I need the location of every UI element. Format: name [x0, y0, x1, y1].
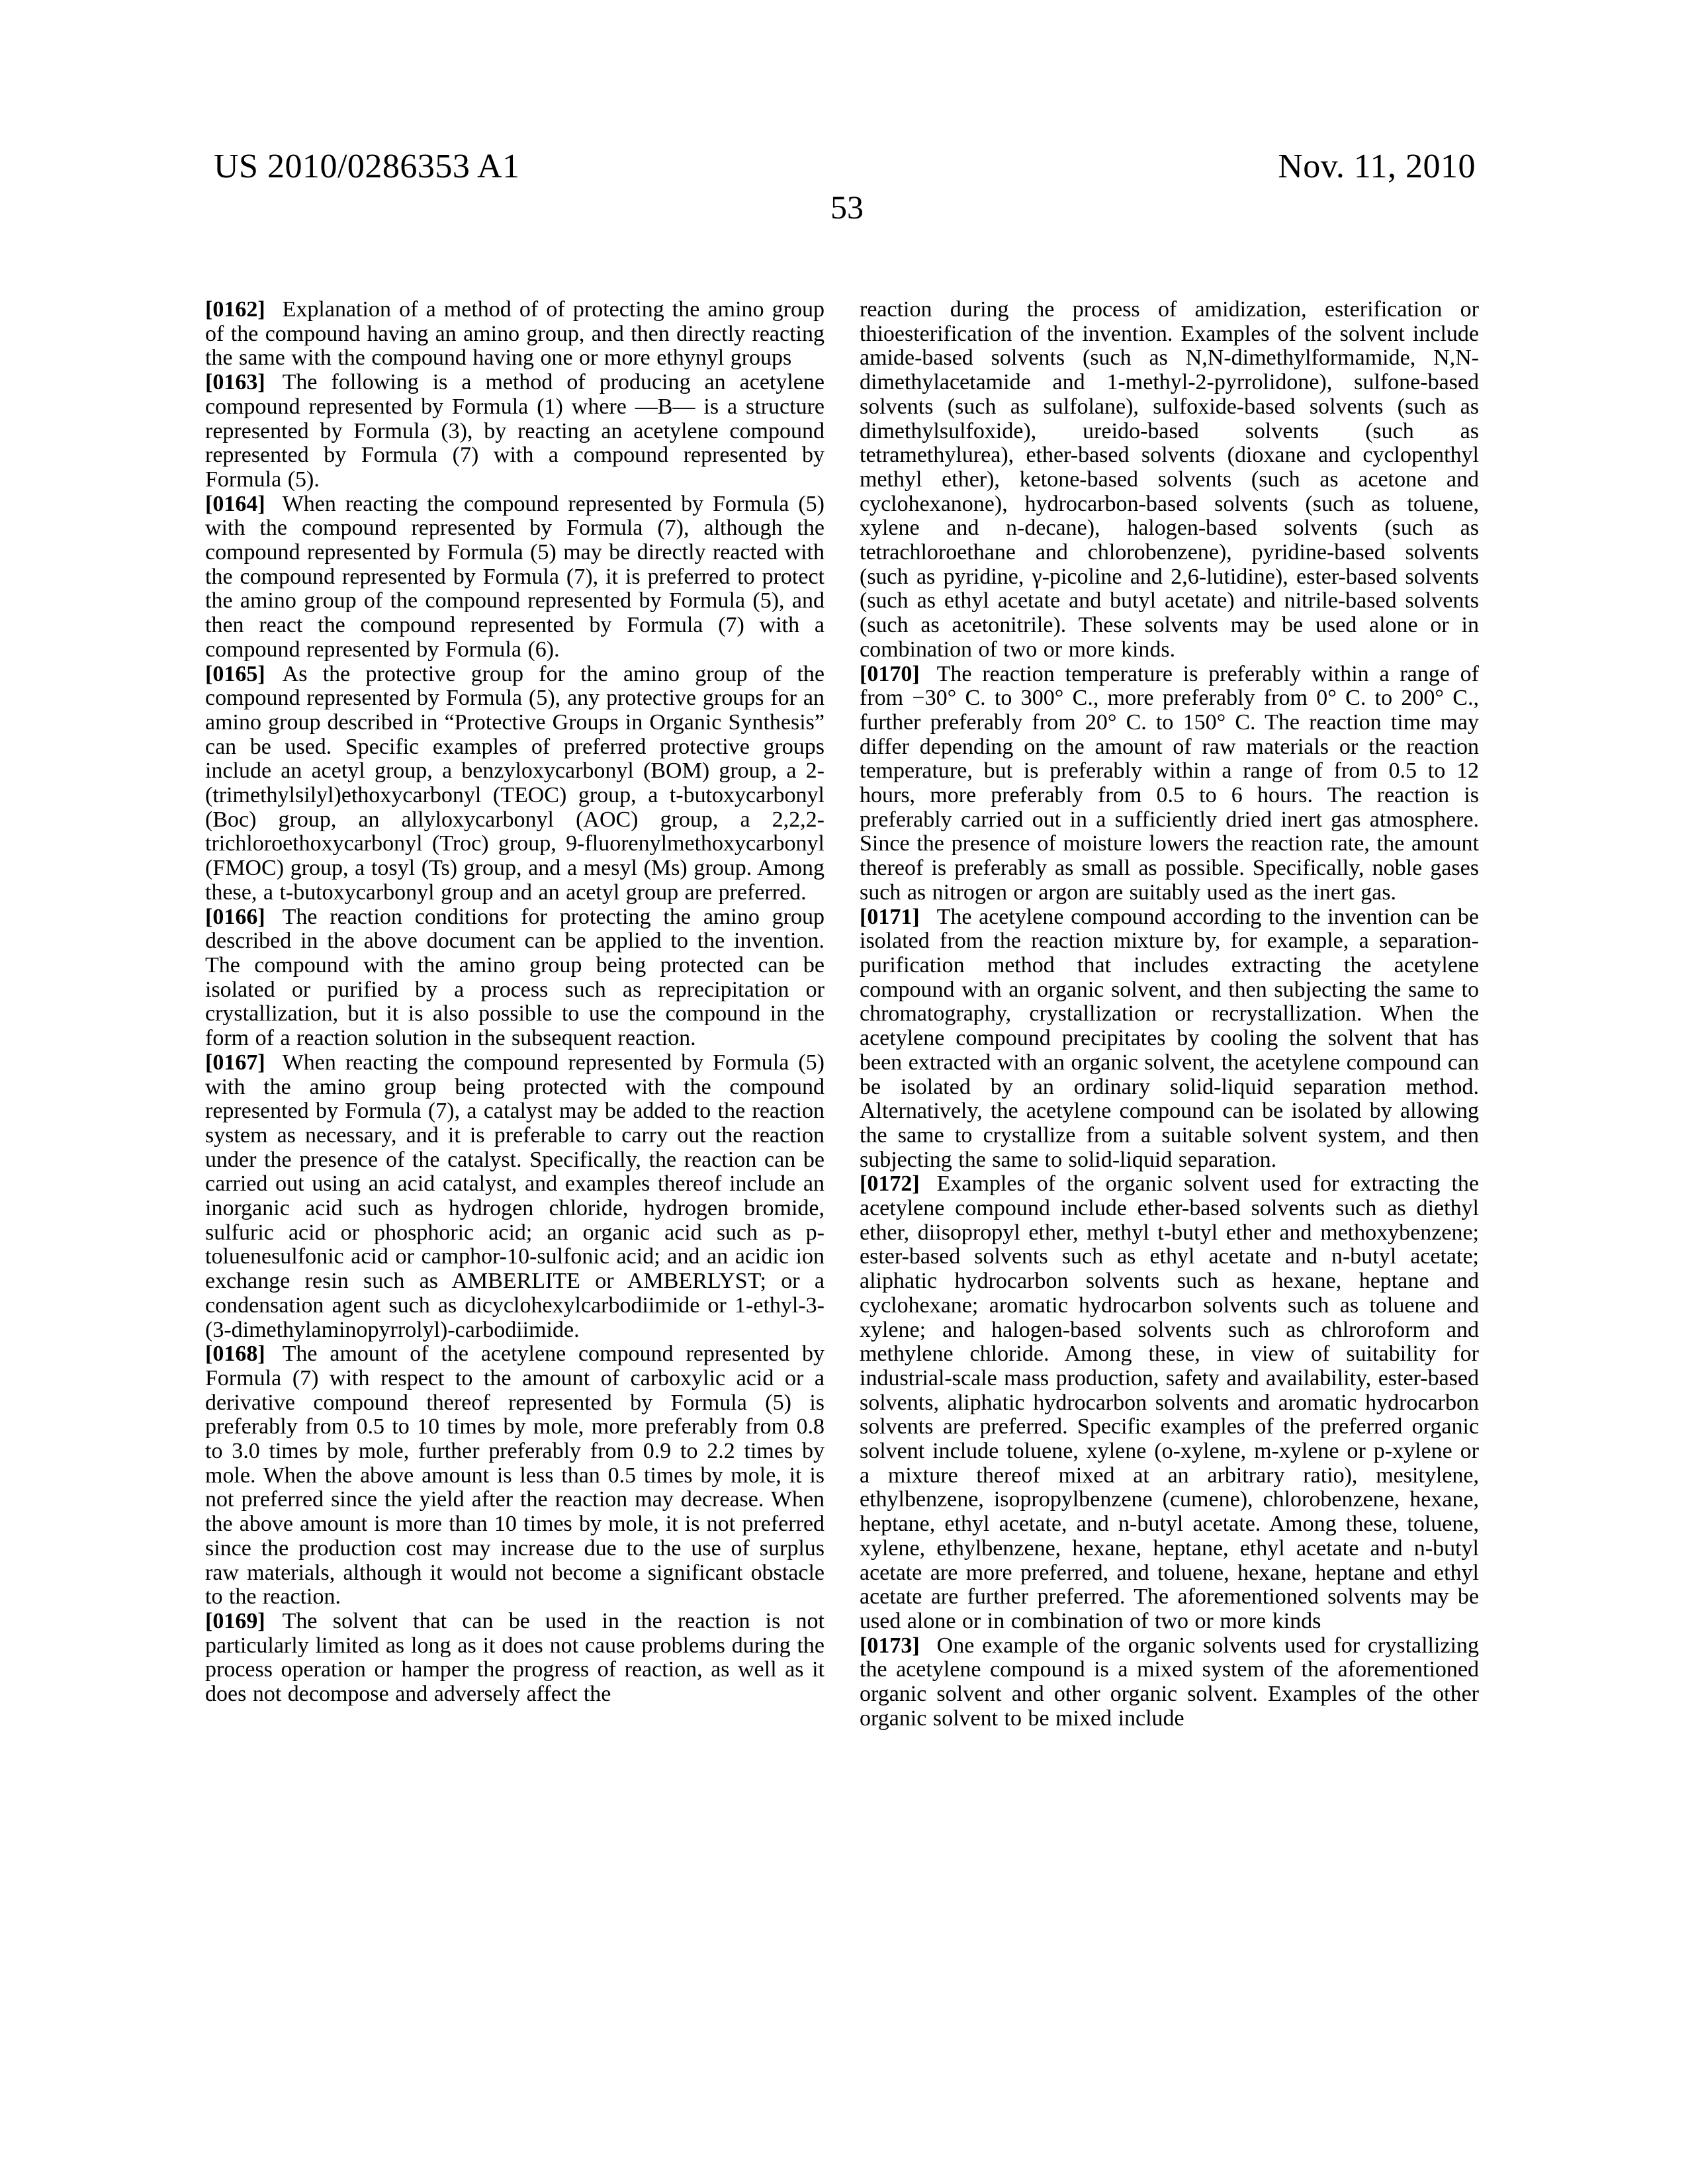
paragraph-number: [0162] — [205, 297, 265, 322]
paragraph: [0170] The reaction temperature is preferably within a range of from −30° C. to 300° C., more preferably from 0° C. to 200° C., further preferably from 20° C. to 150° C. The reaction time may differ depending on the amount of raw materials or the reaction temperature, but is preferably within a range of from 0.5 to 12 hours, more preferably from 0.5 to 6 hours. The reaction is preferably carried out in a sufficiently dried inert gas atmosphere. Since the presence of moisture lowers the reaction rate, the amount thereof is preferably as small as possible. Specifically, noble gases such as nitrogen or argon are suitably used as the inert gas. — [860, 661, 1479, 905]
paragraph-number: [0172] — [860, 1171, 920, 1197]
paragraph: [0173] One example of the organic solvents used for crystallizing the acetylene compound is a mixed system of the aforementioned organic solvent and other organic solvent. Examples of the other organic solvent to be mixed include — [860, 1633, 1479, 1731]
left-column — [205, 298, 825, 1731]
paragraph-number: [0163] — [205, 370, 265, 395]
paragraph: [0163] The following is a method of producing an acetylene compound represented by Formula (1) where —B— is a structure represented by Formula (3), by reacting an acetylene compound represented by Formula (7) with a compound represented by Formula (5). — [205, 370, 825, 492]
paragraph: [0165] As the protective group for the amino group of the compound represented by Formula (5), any protective groups for an amino group described in “Protective Groups in Organic Synthesis” can be used. Specific examples of preferred protective groups include an acetyl group, a benzyloxycarbonyl (BOM) group, a 2-(trimethylsilyl)ethoxycarbonyl (TEOC) group, a t-butoxycarbonyl (Boc) group, an allyloxycarbonyl (AOC) group, a 2,2,2-trichloroethoxycarbonyl (Troc) group, 9-fluorenylmethoxycarbonyl (FMOC) group, a tosyl (Ts) group, and a mesyl (Ms) group. Among these, a t-butoxycarbonyl group and an acetyl group are preferred. — [205, 661, 825, 905]
text-body — [205, 298, 1479, 1731]
paragraph-number: [0166] — [205, 904, 265, 929]
page-number: 53 — [830, 189, 864, 226]
paragraph-number: [0169] — [205, 1608, 265, 1633]
right-column — [860, 298, 1479, 1731]
paragraph-number: [0165] — [205, 661, 265, 686]
paragraph-number: [0170] — [860, 661, 920, 686]
paragraph: [0171] The acetylene compound according to the invention can be isolated from the reaction mixture by, for example, a separation-purification method that includes extracting the acetylene compound with an organic solvent, and then subjecting the same to chromatography, crystallization or recrystallization. When the acetylene compound precipitates by cooling the solvent that has been extracted with an organic solvent, the acetylene compound can be isolated by an ordinary solid-liquid separation method. Alternatively, the acetylene compound can be isolated by allowing the same to crystallize from a suitable solvent system, and then subjecting the same to solid-liquid separation. — [860, 904, 1479, 1172]
paragraph: [0164] When reacting the compound represented by Formula (5) with the compound represented by Formula (7), although the compound represented by Formula (5) may be directly reacted with the compound represented by Formula (7), it is preferred to protect the amino group of the compound represented by Formula (5), and then react the compound represented by Formula (7) with a compound represented by Formula (6). — [205, 491, 825, 662]
paragraph-number: [0173] — [860, 1633, 920, 1658]
paragraph: [0167] When reacting the compound represented by Formula (5) with the amino group being protected with the compound represented by Formula (7), a catalyst may be added to the reaction system as necessary, and it is preferable to carry out the reaction under the presence of the catalyst. Specifically, the reaction can be carried out using an acid catalyst, and examples thereof include an inorganic acid such as hydrogen chloride, hydrogen bromide, sulfuric acid or phosphoric acid; an organic acid such as p-toluenesulfonic acid or camphor-10-sulfonic acid; and an acidic ion exchange resin such as AMBERLITE or AMBERLYST; or a condensation agent such as dicyclohexylcarbodiimide or 1-ethyl-3-(3-dimethylaminopyrrolyl)-carbodiimide. — [205, 1050, 825, 1342]
paragraph: [0172] Examples of the organic solvent used for extracting the acetylene compound include ether-based solvents such as diethyl ether, diisopropyl ether, methyl t-butyl ether and methoxybenzene; ester-based solvents such as ethyl acetate and n-butyl acetate; aliphatic hydrocarbon solvents such as hexane, heptane and cyclohexane; aromatic hydrocarbon solvents such as toluene and xylene; and halogen-based solvents such as chlroroform and methylene chloride. Among these, in view of suitability for industrial-scale mass production, safety and availability, ester-based solvents, aliphatic hydrocarbon solvents and aromatic hydrocarbon solvents are preferred. Specific examples of the preferred organic solvent include toluene, xylene (o-xylene, m-xylene or p-xylene or a mixture thereof mixed at an arbitrary ratio), mesitylene, ethylbenzene, isopropylbenzene (cumene), chlorobenzene, hexane, heptane, ethyl acetate, and n-butyl acetate. Among these, toluene, xylene, ethylbenzene, hexane, heptane, ethyl acetate and n-butyl acetate are more preferred, and toluene, hexane, heptane and ethyl acetate are further preferred. The aforementioned solvents may be used alone or in combination of two or more kinds — [860, 1171, 1479, 1633]
paragraph: [0169] The solvent that can be used in the reaction is not particularly limited as long as it does not cause problems during the process operation or hamper the progress of reaction, as well as it does not decompose and adversely affect the — [205, 1608, 825, 1707]
paragraph: reaction during the process of amidization, esterification or thioesterification of the invention. Examples of the solvent include amide-based solvents (such as N,N-dimethylformamide, N,N-dimethylacetamide and 1-methyl-2-pyrrolidone), sulfone-based solvents (such as sulfolane), sulfoxide-based solvents (such as dimethylsulfoxide), ureido-based solvents (such as tetramethylurea), ether-based solvents (dioxane and cyclopenthyl methyl ether), ketone-based solvents (such as acetone and cyclohexanone), hydrocarbon-based solvents (such as toluene, xylene and n-decane), halogen-based solvents (such as tetrachloroethane and chlorobenzene), pyridine-based solvents (such as pyridine, γ-picoline and 2,6-lutidine), ester-based solvents (such as ethyl acetate and butyl acetate) and nitrile-based solvents (such as acetonitrile). These solvents may be used alone or in combination of two or more kinds. — [860, 297, 1479, 662]
paragraph: [0162] Explanation of a method of of protecting the amino group of the compound having an amino group, and then directly reacting the same with the compound having one or more ethynyl groups — [205, 297, 825, 371]
paragraph-number: [0164] — [205, 491, 265, 516]
publication-date: Nov. 11, 2010 — [1278, 148, 1476, 185]
paragraph-number: [0168] — [205, 1342, 265, 1367]
paragraph: [0166] The reaction conditions for protecting the amino group described in the above document can be applied to the invention. The compound with the amino group being protected can be isolated or purified by a process such as reprecipitation or crystallization, but it is also possible to use the compound in the form of a reaction solution in the subsequent reaction. — [205, 904, 825, 1051]
paragraph-number: [0167] — [205, 1050, 265, 1075]
patent-number: US 2010/0286353 A1 — [214, 148, 520, 185]
paragraph: [0168] The amount of the acetylene compound represented by Formula (7) with respect to the amount of carboxylic acid or a derivative compound thereof represented by Formula (5) is preferably from 0.5 to 10 times by mole, more preferably from 0.8 to 3.0 times by mole, further preferably from 0.9 to 2.2 times by mole. When the above amount is less than 0.5 times by mole, it is not preferred since the yield after the reaction may decrease. When the above amount is more than 10 times by mole, it is not preferred since the production cost may increase due to the use of surplus raw materials, although it would not become a significant obstacle to the reaction. — [205, 1342, 825, 1610]
paragraph-number: [0171] — [860, 904, 920, 929]
